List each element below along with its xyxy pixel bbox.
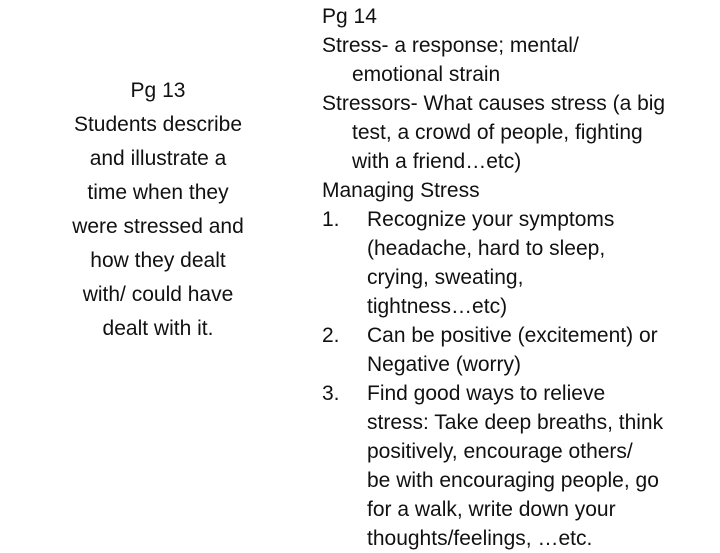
list-item-text: stress: Take deep breaths, think [367, 411, 664, 434]
stress-definition: Stress- a response; mental/ [322, 34, 579, 57]
list-number: 2. [322, 324, 340, 347]
list-item-text: for a walk, write down your [367, 498, 616, 521]
list-item-text: be with encouraging people, go [367, 469, 659, 492]
description-line: how they dealt [90, 249, 226, 272]
page-14-notes [322, 2, 718, 553]
list-number: 1. [322, 208, 340, 231]
list-item-text: Can be positive (excitement) or [367, 324, 658, 347]
page-14-label: Pg 14 [322, 5, 377, 28]
list-item-text: tightness…etc) [367, 295, 508, 318]
description-line: were stressed and [72, 215, 244, 238]
page-13-description [40, 74, 276, 346]
list-item-text: positively, encourage others/ [367, 440, 633, 463]
description-line: dealt with it. [102, 317, 214, 340]
description-line: with/ could have [82, 283, 234, 306]
list-item-text: Find good ways to relieve [367, 382, 606, 405]
list-item-text: (headache, hard to sleep, [367, 237, 606, 260]
list-item-text: Recognize your symptoms [367, 208, 615, 231]
list-item-text: crying, sweating, [367, 266, 524, 289]
list-item [322, 321, 718, 379]
list-item-text: Negative (worry) [367, 353, 522, 376]
description-line: Students describe [73, 113, 243, 136]
stress-definition-cont: emotional strain [352, 63, 501, 86]
description-line: time when they [87, 181, 229, 204]
list-item [322, 205, 718, 321]
description-line: and illustrate a [89, 147, 227, 170]
stressors-definition-cont: with a friend…etc) [352, 150, 522, 173]
page-13-label: Pg 13 [130, 79, 186, 102]
list-item [322, 379, 718, 553]
managing-stress-heading: Managing Stress [322, 179, 480, 202]
stressors-definition-cont: test, a crowd of people, fighting [352, 121, 643, 144]
list-number: 3. [322, 382, 340, 405]
list-item-text: thoughts/feelings, …etc. [367, 527, 593, 550]
stressors-definition: Stressors- What causes stress (a big [322, 92, 666, 115]
